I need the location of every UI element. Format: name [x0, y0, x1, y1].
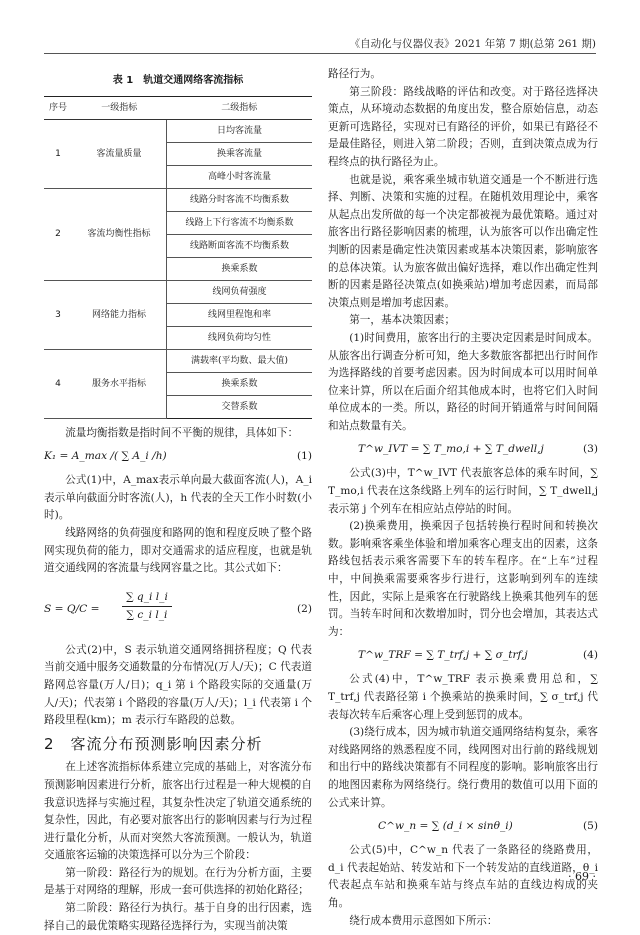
sub-indicator: 线路断面客流不均衡系数 — [167, 234, 313, 257]
table-row — [44, 188, 312, 211]
equation-lhs: S = Q/C = — [44, 602, 100, 615]
table-row — [44, 280, 312, 303]
equation-1 — [44, 445, 312, 469]
paragraph: 路径行为。 — [328, 68, 381, 80]
group-name: 客流均衡性指标 — [72, 188, 167, 280]
equation-body: K₁ = A_max /( ∑ A_i /h) — [44, 450, 167, 463]
group-name: 服务水平指标 — [72, 349, 167, 418]
paragraph: 公式(3)中，T^w_IVT 代表旅客总体的乘车时间，∑ T_mo,i 代表在这条线路上列车的运行时间，∑ T_dwell,j 表示第 j 个列车在相应站点停站的时间。 — [328, 467, 598, 515]
equation-2 — [44, 581, 312, 639]
journal-header: 《自动化与仪器仪表》2021 年第 7 期(总第 261 期) — [349, 38, 596, 50]
equation-number: (4) — [582, 649, 598, 662]
table-row — [44, 349, 312, 372]
right-column — [328, 66, 598, 930]
paragraph: 流量均衡指数是指时间不平衡的规律，具体如下： — [65, 426, 299, 439]
paragraph: 第一阶段：路径行为的规划。在行为分析方面，主要是基于对网络的理解，形成一套可供选择的初始化路径； — [44, 866, 312, 897]
equation-3 — [328, 438, 598, 462]
header-rule — [44, 53, 596, 54]
equation-number: (5) — [582, 820, 598, 833]
paragraph: 线路网络的负荷强度和路网的饱和程度反映了整个路网实现负荷的能力，即对交通需求的适应程度，也就是轨道交通线网的客流量与线网容量之比。其公式如下： — [44, 526, 312, 575]
group-name: 客流量质量 — [72, 119, 167, 188]
equation-fraction — [122, 589, 172, 625]
group-no: 4 — [44, 349, 72, 418]
sub-indicator: 换乘系数 — [167, 372, 313, 395]
paragraph: 公式(5)中，C^w_n 代表了一条路径的绕路费用，d_i 代表起始站、转发站和下一个转发站的直线道路，θ_i 代表起点车站和换乘车站与终点车站的直线边构成的夹角。 — [328, 844, 598, 909]
table-row — [44, 119, 312, 142]
group-name: 网络能力指标 — [72, 280, 167, 349]
sub-indicator: 换乘系数 — [167, 257, 313, 280]
table-header-cell: 一级指标 — [72, 96, 167, 119]
fraction-numerator: ∑ q_i l_i — [122, 589, 172, 608]
table-header-row — [44, 96, 312, 119]
sub-indicator: 交替系数 — [167, 395, 313, 418]
paragraph: 第一，基本决策因素； — [349, 314, 456, 327]
equation-number: (3) — [582, 443, 598, 456]
sub-indicator: 日均客流量 — [167, 119, 313, 142]
paragraph: 绕行成本费用示意图如下所示： — [349, 914, 498, 927]
equation-number: (1) — [296, 450, 312, 463]
sub-indicator: 高峰小时客流量 — [167, 165, 313, 188]
equation-body: T^w_TRF = ∑ T_trf,j + ∑ σ_trf,j — [358, 649, 528, 662]
sub-indicator: 线网里程饱和率 — [167, 303, 313, 326]
paragraph: (1)时间费用，旅客出行的主要决定因素是时间成本。从旅客出行调查分析可知，绝大多数旅客都把出行时间作为选择路线的首要考虑因素。因为时间成本可以用时间单位来计算，所以在后面介绍其他成本时，也将它们入时间单位成本的一类。所以，路径的时间开销通常与时间间隔和站点数量有关。 — [328, 331, 598, 432]
equation-5 — [328, 815, 598, 839]
sub-indicator: 线网负荷强度 — [167, 280, 313, 303]
paragraph: 公式(4)中，T^w_TRF 表示换乘费用总和，∑ T_trf,j 代表路径第 i 个换乘站的换乘时间，∑ σ_trf,j 代表每次转车后乘客心理上受到惩罚的成本。 — [328, 673, 598, 721]
table-header-cell: 序号 — [44, 96, 72, 119]
group-no: 3 — [44, 280, 72, 349]
sub-indicator: 换乘客流量 — [167, 142, 313, 165]
paragraph: 在上述客流指标体系建立完成的基础上，对客流分布预测影响因素进行分析，旅客出行过程是一种大规模的自我意识选择与实施过程，其复杂性决定了轨道交通系统的复杂性，因此，有必要对旅客出行的影响因素与行为过程进行量化分析，从而对突然大客流预测。一般认为，轨道交通旅客运输的决策选择可以分为三个阶段： — [44, 761, 312, 862]
table-caption: 表 1 轨道交通网络客流指标 — [112, 75, 244, 86]
table-header-cell: 二级指标 — [167, 96, 313, 119]
fraction-denominator: ∑ c_i l_i — [126, 609, 168, 622]
left-column — [44, 66, 312, 935]
paragraph: (3)绕行成本，因为城市轨道交通网络结构复杂，乘客对线路网络的熟悉程度不同，线网图对出行前的路线规划和出行中的路线决策都有不同程度的影响。影响旅客出行的地图因素称为网络绕行。绕行费用的数值可以用下面的公式来计算。 — [328, 726, 598, 809]
page-number: · 69 · — [568, 870, 596, 883]
sub-indicator: 线路分时客流不均衡系数 — [167, 188, 313, 211]
paragraph: (2)换乘费用，换乘因子包括转换行程时间和转换次数。影响乘客乘坐体验和增加乘客心理支出的因素，这条路线包括表示乘客需要下车的转车程序。在“上车”过程中，中间换乘需要乘客步行进行，这影响到列车的连续性，因此，实际上是乘客在行驶路线上换乘其他列车的惩罚。当转车时间和次数增加时，罚分也会增加，其表达式为： — [328, 520, 598, 638]
equation-4 — [328, 644, 598, 668]
equation-body: C^w_n = ∑ (d_i × sinθ_i) — [378, 820, 513, 833]
sub-indicator: 线网负荷均匀性 — [167, 326, 313, 349]
paragraph: 第三阶段：路线战略的评估和改变。对于路径选择决策点，从环境动态数据的角度出发，整合原始信息，动态更新可选路径，实现对已有路径的评价，如果已有路径不是最佳路径，则进入第二阶段；否则，直到决策点成为行程终点的执行路径为止。 — [328, 85, 598, 168]
group-no: 2 — [44, 188, 72, 280]
sub-indicator: 线路上下行客流不均衡系数 — [167, 211, 313, 234]
equation-number: (2) — [296, 602, 312, 615]
group-no: 1 — [44, 119, 72, 188]
indicator-table — [44, 96, 312, 419]
paragraph: 第二阶段：路径行为执行。基于自身的出行因素，选择自己的最优策略实现路径选择行为，实现当前决策 — [44, 902, 312, 932]
paragraph: 也就是说，乘客乘坐城市轨道交通是一个不断进行选择、判断、决策和实施的过程。在随机效用理论中，乘客从起点出发所做的每一个决定都被视为最优策略。通过对旅客出行路径影响因素的梳理，认为旅客可以作出确定性判断的因素是确定性决策因素或基本决策因素，影响旅客的总体决策。认为旅客做出偏好选择，难以作出确定性判断的因素是路径决策点(如换乘站)增加考虑因素，而局部决策点则是增加考虑因素。 — [328, 173, 598, 309]
equation-body: T^w_IVT = ∑ T_mo,i + ∑ T_dwell,j — [358, 443, 544, 456]
sub-indicator: 满载率(平均数、最大值) — [167, 349, 313, 372]
paragraph: 公式(1)中，A_max表示单向最大截面客流(人)，A_i 表示单向截面分时客流(人)，h 代表的全天工作小时数(小时)。 — [44, 474, 312, 522]
paragraph: 公式(2)中，S 表示轨道交通网络拥挤程度；Q 代表当前交通中服务交通数量的分布情况(万人/天)；C 代表道路网总容量(万人/日)；q_i 第 i 个路段实际的交通量(万人/天)；代表第 i 个路段的容量(万人/天)；l_i 代表第 i 个路段里程(km)；m 表示行车路段的总数。 — [44, 643, 312, 727]
section-heading: 2 客流分布预测影响因素分析 — [44, 734, 263, 753]
